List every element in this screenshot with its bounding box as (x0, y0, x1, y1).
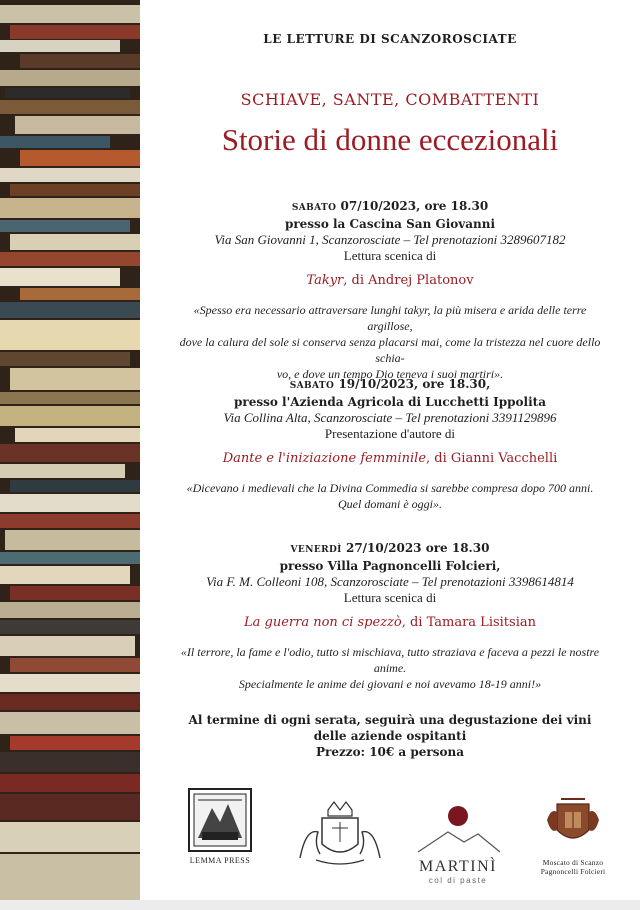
overtitle: SCHIAVE, SANTE, COMBATTENTI (240, 90, 540, 109)
event-kind: Lettura scenica di (343, 248, 437, 263)
sponsor-logos (140, 788, 640, 888)
woodcut-icon (188, 788, 252, 852)
series-title: LE LETTURE DI SCANZOROSCIATE (263, 32, 517, 46)
crest-logo (290, 798, 390, 874)
event-address: Via San Giovanni 1, Scanzorosciate – Tel prenotazioni 3289607182 (214, 232, 566, 247)
event-kind: Lettura scenica di (343, 590, 437, 605)
event-1 (140, 198, 640, 382)
event-venue: presso la Cascina San Giovanni (284, 217, 496, 231)
event-address: Via F. M. Colleoni 108, Scanzorosciate – Tel prenotazioni 3398614814 (206, 574, 574, 589)
books-illustration (0, 0, 140, 900)
event-date: SABATO 07/10/2023, ore 18.30 (291, 199, 489, 213)
event-work: Dante e l'iniziazione femminile, di Gianni Vacchelli (222, 451, 558, 466)
event-3 (140, 540, 640, 692)
lemma-press-logo (180, 788, 260, 865)
event-work: Takyr, di Andrej Platonov (306, 273, 474, 288)
event-address: Via Collina Alta, Scanzorosciate – Tel prenotazioni 3391129896 (223, 410, 557, 425)
lemma-press-caption: LEMMA PRESS (189, 856, 251, 865)
moscato-line2: Pagnoncelli Folcieri (540, 867, 606, 876)
main-title: Storie di donne eccezionali (221, 122, 559, 157)
event-date: VENERDÌ 27/10/2023 ore 18.30 (290, 541, 490, 555)
event-2 (140, 376, 640, 512)
closing-note: Al termine di ogni serata, seguirà una degustazione dei vini delle aziende ospitanti Prezzo: 10€ a persona (188, 713, 592, 759)
martini-logo (408, 802, 508, 885)
poster (140, 0, 640, 900)
martini-sub: col di paste (428, 876, 488, 885)
event-date: SABATO 19/10/2023, ore 18.30, (289, 377, 491, 391)
event-quote: «Il terrore, la fame e l'odio, tutto si mischiava, tutto straziava e faceva a pezzi le nostre anime. Specialmente le anime dei giovani e noi avevamo 18-19 anni!» (180, 645, 600, 691)
martini-emblem-icon (408, 802, 508, 854)
event-venue: presso Villa Pagnoncelli Folcieri, (279, 559, 501, 573)
crest-icon (292, 798, 388, 870)
moscato-crest-icon (543, 790, 603, 854)
event-quote: «Dicevano i medievali che la Divina Commedia si sarebbe compresa dopo 700 anni. Quel domani è oggi». (186, 481, 594, 511)
martini-name: MARTINÌ (419, 858, 497, 875)
event-work: La guerra non ci spezzò, di Tamara Lisitsian (244, 615, 536, 630)
bookshelf-painting (0, 0, 140, 900)
event-quote: «Spesso era necessario attraversare lunghi takyr, la più misera e arida delle terre argillose, dove la calura del sole si conserva senza placarsi mai, come la tristezza nel cuore dello schia- vo, e dove un tempo Dio teneva i suoi martiri». (179, 303, 601, 381)
moscato-logo (518, 790, 628, 876)
moscato-line1: Moscato di Scanzo (542, 858, 604, 867)
event-venue: presso l'Azienda Agricola di Lucchetti Ippolita (234, 395, 546, 409)
bottom-margin (0, 900, 640, 910)
event-kind: Presentazione d'autore di (324, 426, 456, 441)
